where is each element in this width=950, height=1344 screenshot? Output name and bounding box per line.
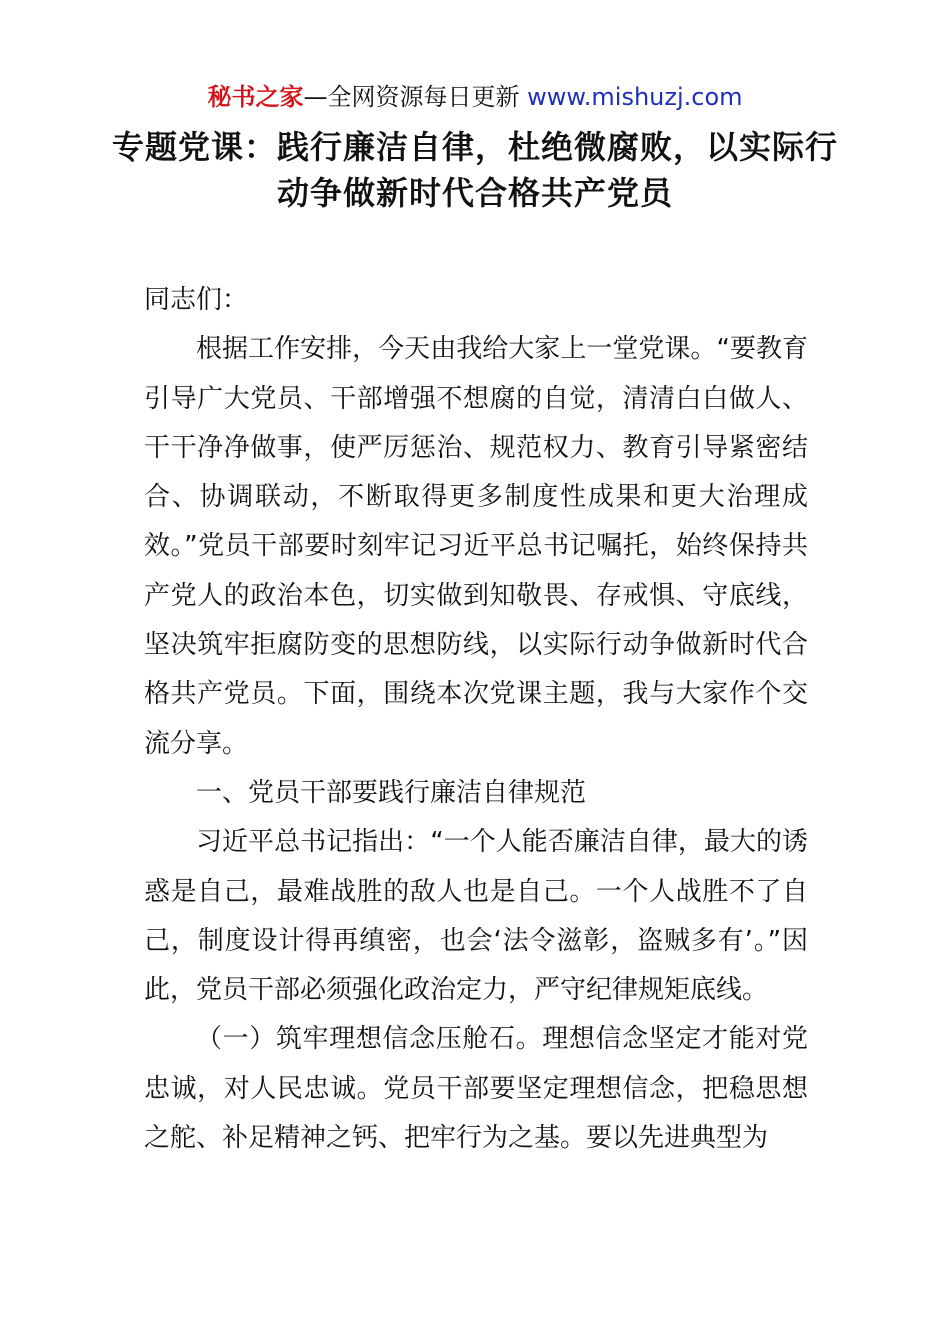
document-body bbox=[144, 276, 808, 1163]
site-url-link[interactable]: www.mishuzj.com bbox=[527, 83, 743, 111]
site-tagline: —全网资源每日更新 bbox=[303, 83, 528, 111]
site-header bbox=[0, 80, 950, 114]
paragraph-subsection: （一）筑牢理想信念压舱石。理想信念坚定才能对党忠诚，对人民忠诚。党员干部要坚定理想信念，把稳思想之舵、补足精神之钙、把牢行为之基。要以先进典型为 bbox=[144, 1024, 808, 1154]
section-heading: 一、党员干部要践行廉洁自律规范 bbox=[196, 777, 587, 808]
document-title: 专题党课：践行廉洁自律，杜绝微腐败，以实际行动争做新时代合格共产党员 bbox=[111, 128, 838, 212]
site-brand: 秘书之家 bbox=[207, 83, 304, 111]
paragraph-quote: 习近平总书记指出：“一个人能否廉洁自律，最大的诱惑是自己，最难战胜的敌人也是自己。一个人战胜不了自己，制度设计得再缜密，也会‘法令滋彰，盗贼多有’。”因此，党员干部必须强化政治定力，严守纪律规矩底线。 bbox=[144, 827, 808, 1006]
paragraph-intro: 根据工作安排，今天由我给大家上一堂党课。“要教育引导广大党员、干部增强不想腐的自觉，清清白白做人、干干净净做事，使严厉惩治、规范权力、教育引导紧密结合、协调联动，不断取得更多制度性成果和更大治理成效。”党员干部要时刻牢记习近平总书记嘱托，始终保持共产党人的政治本色，切实做到知敬畏、存戒惧、守底线，坚决筑牢拒腐防变的思想防线，以实际行动争做新时代合格共产党员。下面，围绕本次党课主题，我与大家作个交流分享。 bbox=[144, 334, 808, 759]
salutation: 同志们： bbox=[144, 285, 249, 315]
